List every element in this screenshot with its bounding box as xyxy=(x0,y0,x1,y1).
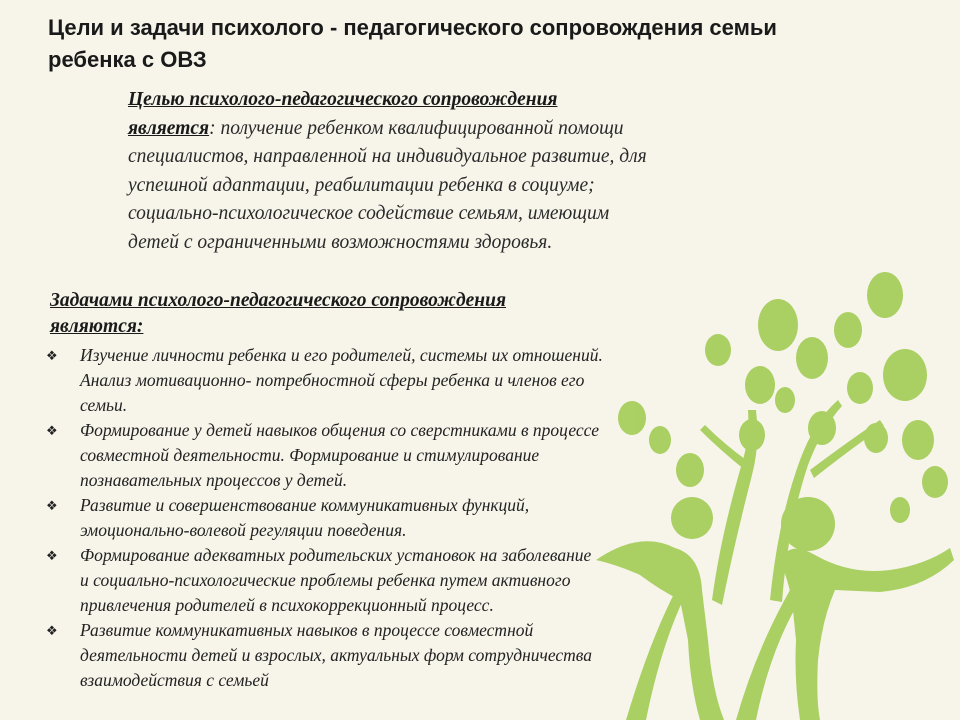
list-item-line: привлечения родителей в психокоррекционный процесс. xyxy=(80,595,494,615)
diamond-bullet-icon: ❖ xyxy=(46,498,58,513)
diamond-bullet-icon: ❖ xyxy=(46,548,58,563)
slide-title xyxy=(48,12,908,76)
list-item xyxy=(46,493,766,543)
list-item-line: познавательных процессов у детей. xyxy=(80,470,348,490)
list-item-line: Анализ мотивационно- потребностной сферы ребенка и членов его xyxy=(80,370,585,390)
goal-heading: Целью психолого-педагогического сопровождения xyxy=(128,89,558,110)
goal-paragraph xyxy=(128,86,828,258)
goal-text: : получение ребенком квалифицированной помощи xyxy=(209,117,624,139)
list-item-line: Развитие коммуникативных навыков в процессе совместной xyxy=(80,620,534,640)
list-item xyxy=(46,543,766,618)
list-item xyxy=(46,343,766,418)
goal-text: детей с ограниченными возможностями здоровья. xyxy=(128,231,553,253)
list-item xyxy=(46,418,766,493)
goal-text: специалистов, направленной на индивидуальное развитие, для xyxy=(128,146,647,168)
tasks-heading-line: являются: xyxy=(50,316,144,337)
diamond-bullet-icon: ❖ xyxy=(46,348,58,363)
list-item-line: взаимодействия с семьей xyxy=(80,670,269,690)
goal-text: успешной адаптации, реабилитации ребенка в социуме; xyxy=(128,174,595,196)
list-item-line: семьи. xyxy=(80,395,128,415)
list-item-line: деятельности детей и взрослых, актуальных форм сотрудничества xyxy=(80,645,593,665)
title-line: Цели и задачи психолого - педагогического сопровождения семьи xyxy=(48,15,777,40)
tasks-heading-line: Задачами психолого-педагогического сопровождения xyxy=(50,290,507,311)
list-item-line: Формирование адекватных родительских установок на заболевание xyxy=(80,545,592,565)
goal-heading-cont: является xyxy=(128,117,210,139)
list-item-line: Формирование у детей навыков общения со сверстниками в процессе xyxy=(80,420,599,440)
tasks-list xyxy=(46,343,766,693)
diamond-bullet-icon: ❖ xyxy=(46,623,58,638)
title-line: ребенка с ОВЗ xyxy=(48,47,207,72)
list-item-line: эмоционально-волевой регуляции поведения. xyxy=(80,520,407,540)
list-item xyxy=(46,618,766,693)
list-item-line: Развитие и совершенствование коммуникативных функций, xyxy=(80,495,530,515)
list-item-line: совместной деятельности. Формирование и стимулирование xyxy=(80,445,540,465)
diamond-bullet-icon: ❖ xyxy=(46,423,58,438)
list-item-line: и социально-психологические проблемы ребенка путем активного xyxy=(80,570,571,590)
goal-text: социально-психологическое содействие семьям, имеющим xyxy=(128,203,610,225)
list-item-line: Изучение личности ребенка и его родителей, системы их отношений. xyxy=(80,345,603,365)
tasks-heading xyxy=(50,288,690,340)
